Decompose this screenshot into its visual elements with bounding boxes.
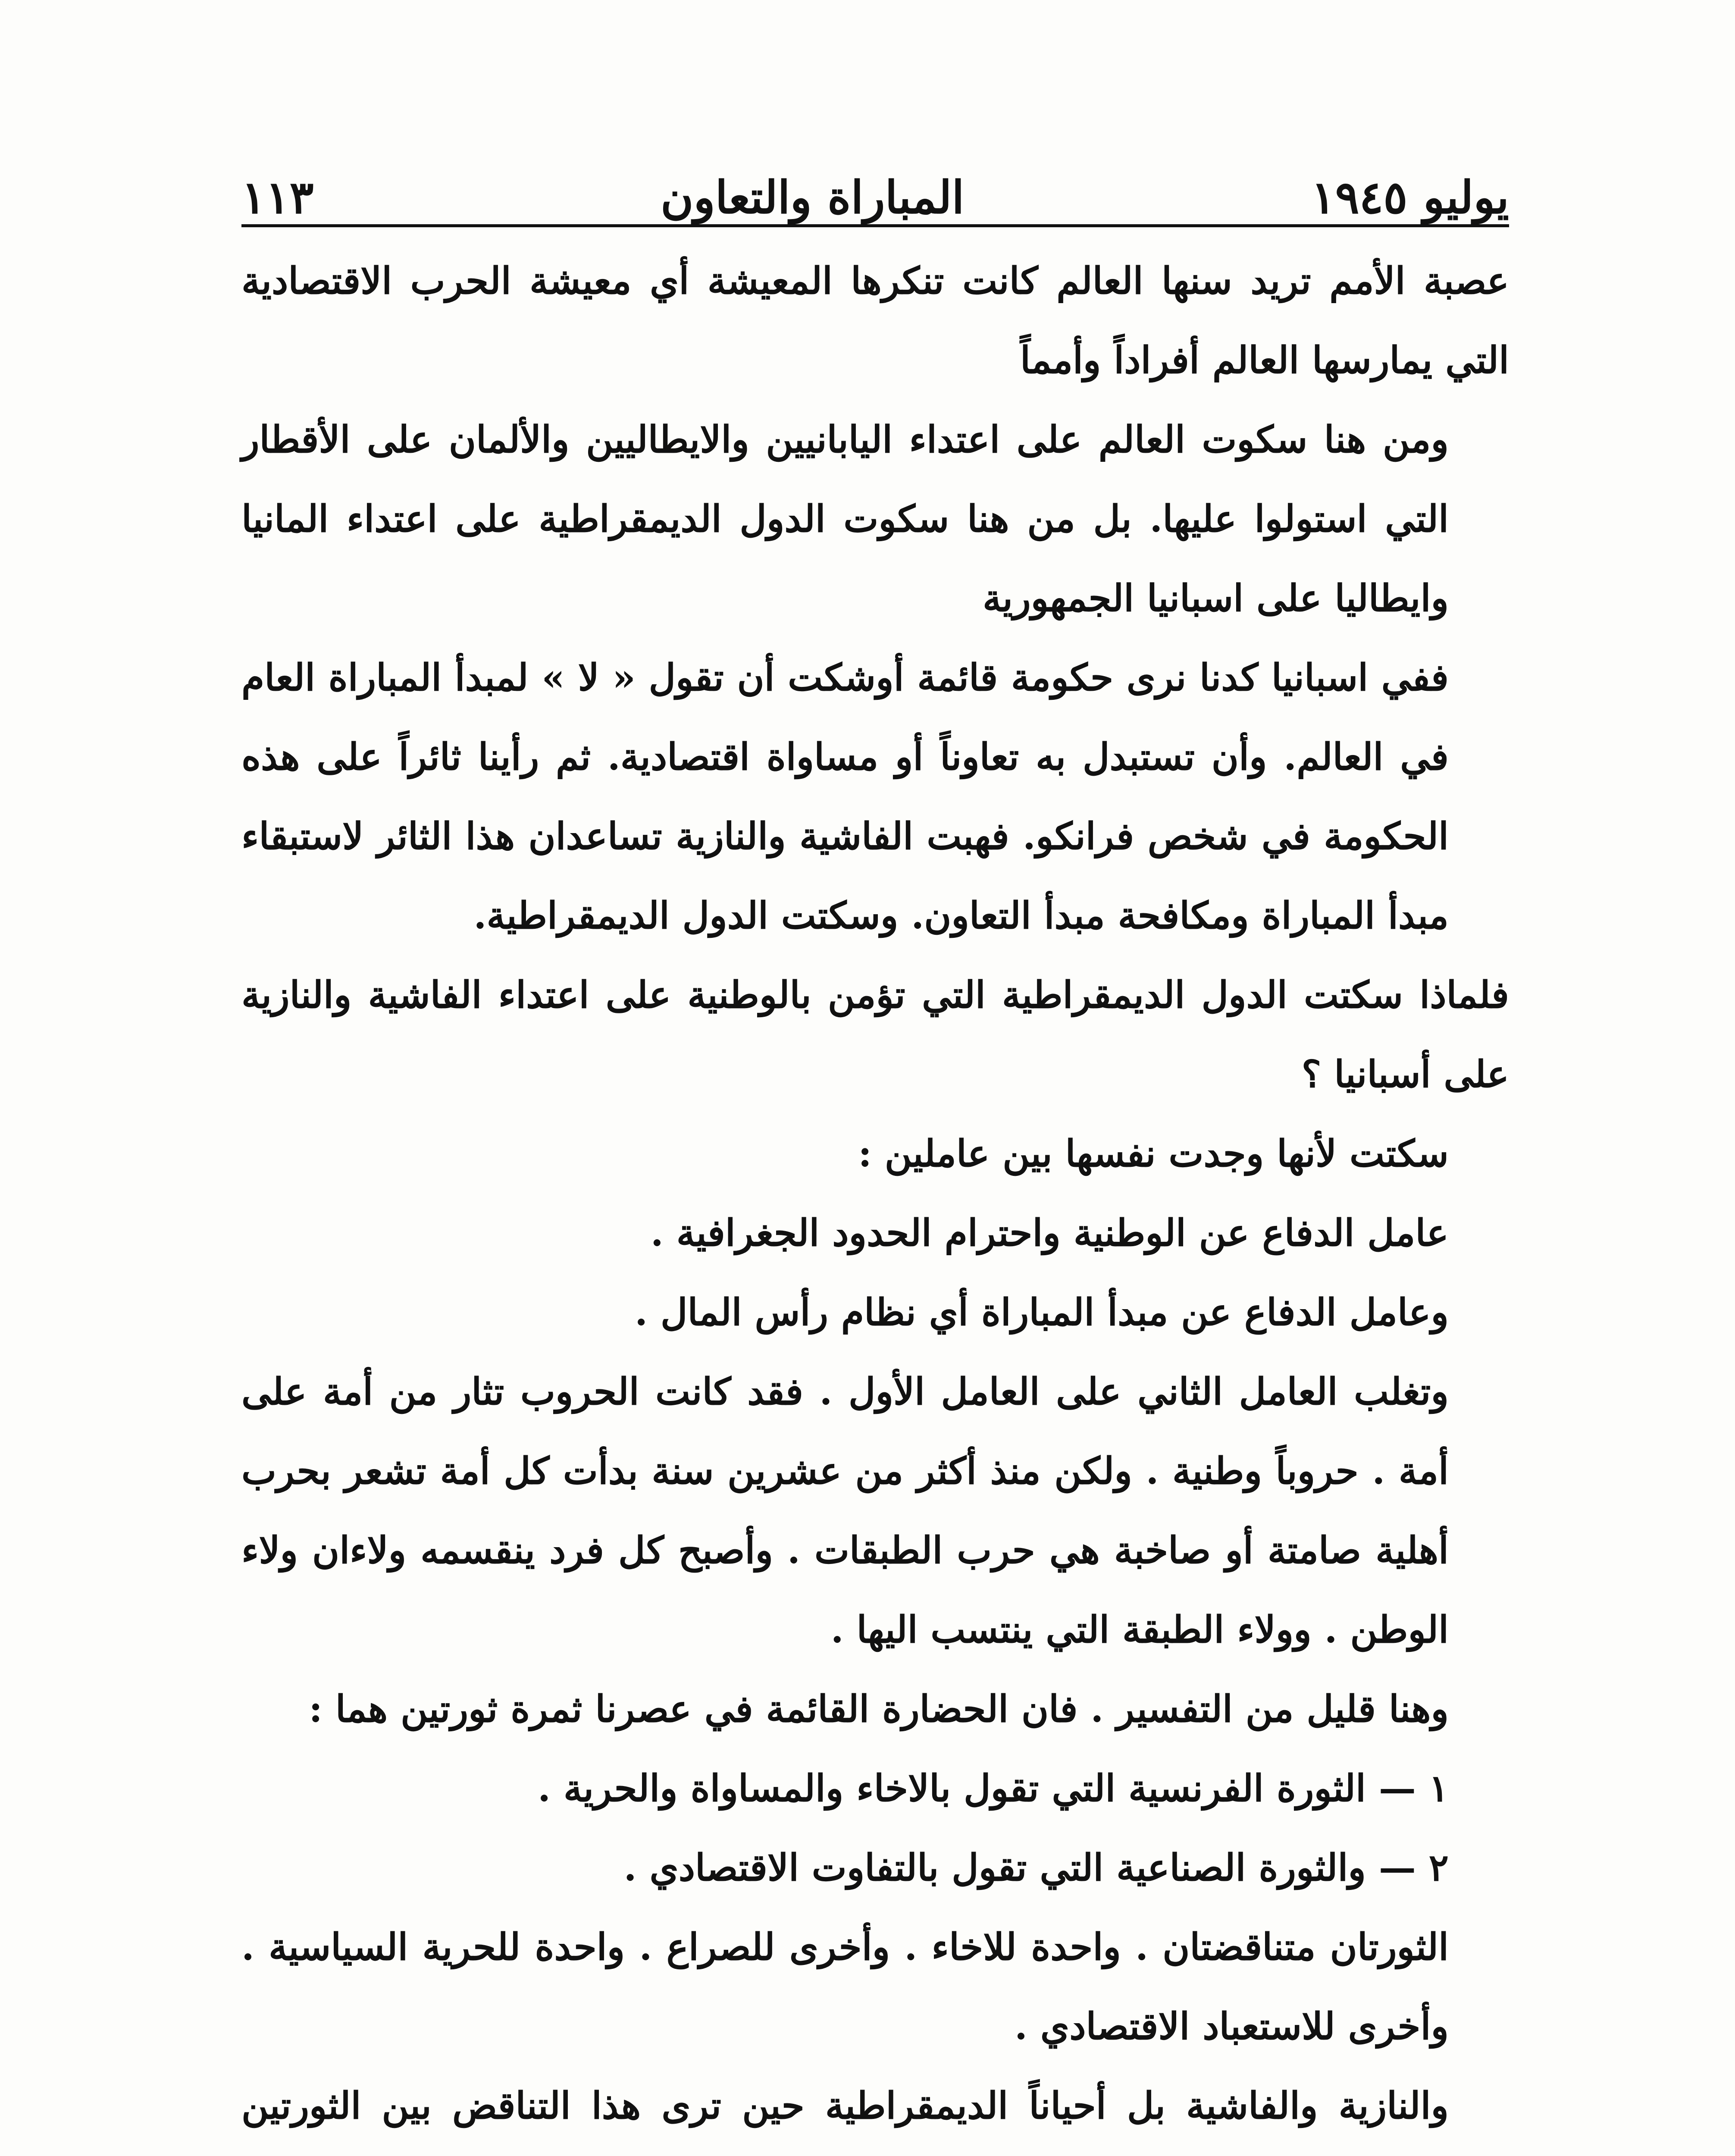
paragraph: ففي اسبانيا كدنا نرى حكومة قائمة أوشكت أن تقول « لا » لمبدأ المباراة العام في العالم. وأن تستبدل به تعاوناً أو مساواة اقتصادية. ثم رأينا ثائراً على هذه الحكومة في شخص فرانكو. فهبت الفاشية والنازية تساعدان هذا الثائر لاستبقاء مبدأ المباراة ومكافحة مبدأ التعاون. وسكتت الدول الديمقراطية. — [241, 656, 1449, 937]
paragraph: عامل الدفاع عن الوطنية واحترام الحدود الجغرافية . — [650, 1211, 1449, 1255]
article-body — [241, 241, 1509, 2156]
page-number: ١١٣ — [241, 171, 314, 224]
paragraph: وهنا قليل من التفسير . فان الحضارة القائمة في عصرنا ثمرة ثورتين هما : — [309, 1687, 1449, 1731]
paragraph: فلماذا سكتت الدول الديمقراطية التي تؤمن بالوطنية على اعتداء الفاشية والنازية على أسبانيا ؟ — [241, 973, 1509, 1096]
header-date: يوليو ١٩٤٥ — [1311, 171, 1509, 224]
paragraph: وتغلب العامل الثاني على العامل الأول . فقد كانت الحروب تثار من أمة على أمة . حروباً وطنية . ولكن منذ أكثر من عشرين سنة بدأت كل أمة تشعر بحرب أهلية صامتة أو صاخبة هي حرب الطبقات . وأصبح كل فرد ينقسمه ولاءان ولاء الوطن . وولاء الطبقة التي ينتسب اليها . — [241, 1370, 1449, 1651]
page-header — [241, 155, 1509, 224]
list-item: ٢ — والثورة الصناعية التي تقول بالتفاوت الاقتصادي . — [623, 1846, 1449, 1890]
header-title: المباراة والتعاون — [661, 171, 965, 224]
paragraph: ومن هنا سكوت العالم على اعتداء اليابانيين والايطاليين والألمان على الأقطار التي استولوا عليها. بل من هنا سكوت الدول الديمقراطية على اعتداء المانيا وايطاليا على اسبانيا الجمهورية — [241, 418, 1449, 620]
paragraph: عصبة الأمم تريد سنها العالم كانت تنكرها المعيشة أي معيشة الحرب الاقتصادية التي يمارسها العالم أفراداً وأمماً — [241, 259, 1509, 382]
paragraph: والنازية والفاشية بل أحياناً الديمقراطية حين ترى هذا التناقض بين الثورتين — [241, 2084, 1449, 2128]
list-item: ١ — الثورة الفرنسية التي تقول بالاخاء والمساواة والحرية . — [538, 1767, 1449, 1810]
paragraph: الثورتان متناقضتان . واحدة للاخاء . وأخرى للصراع . واحدة للحرية السياسية . وأخرى للاستعباد الاقتصادي . — [241, 1925, 1449, 2048]
header-rule — [241, 224, 1509, 227]
paragraph: وعامل الدفاع عن مبدأ المباراة أي نظام رأس المال . — [635, 1291, 1449, 1334]
paragraph: سكتت لأنها وجدت نفسها بين عاملين : — [858, 1132, 1449, 1175]
